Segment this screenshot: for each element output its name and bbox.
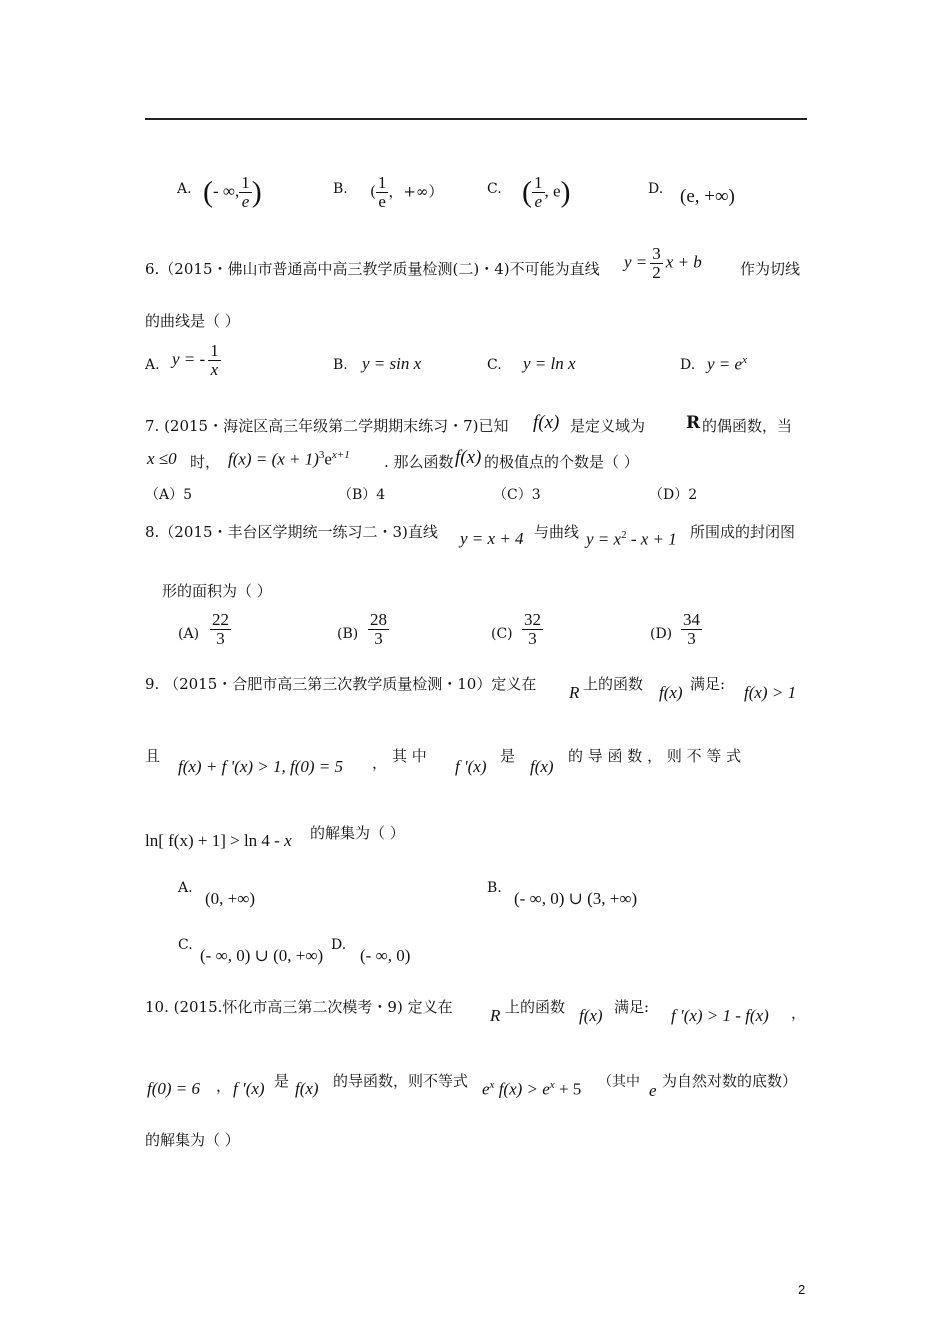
num: 28: [370, 610, 387, 629]
text: f(x): [455, 447, 482, 468]
num: 32: [524, 610, 541, 629]
text: f(x) > e: [494, 1079, 550, 1099]
text: f(x) > 1: [744, 683, 797, 702]
sup: x: [489, 1079, 495, 1091]
den: 3: [687, 628, 696, 648]
text: f(x): [295, 1079, 319, 1098]
q7-R: R: [686, 413, 701, 433]
text: f(x): [579, 1006, 603, 1025]
q5-option-d: (e, +∞): [680, 186, 735, 207]
q9-cond1: [744, 683, 796, 703]
q7-equation: [228, 449, 350, 470]
text: y = -: [172, 349, 206, 369]
sup: x: [549, 1079, 555, 1091]
text: x: [284, 831, 292, 850]
paren: (: [203, 175, 213, 209]
q9-qizhong: 其 中: [392, 747, 427, 765]
q6-line2: 的曲线是（ ）: [145, 312, 240, 330]
sup: 2: [621, 529, 627, 541]
q9-option-d: (- ∞, 0): [360, 946, 411, 965]
q9-dhs: 的 导 函 数 ， 则 不 等 式: [568, 747, 742, 765]
q6-option-d-label: D.: [680, 357, 696, 373]
q9-cond2: [178, 757, 343, 777]
header-rule: [145, 118, 807, 120]
q10-fx: [579, 1006, 603, 1026]
q5-option-b-label: B.: [333, 181, 348, 197]
q9-R: [569, 683, 579, 703]
q6-option-a-label: A.: [145, 357, 160, 373]
text: x + b: [665, 252, 702, 272]
q9-stem: 9. （2015・合肥市高三第三次教学质量检测・10）定义在: [145, 675, 537, 693]
q5-option-c-label: C.: [487, 181, 502, 197]
q10-ineq: [482, 1079, 581, 1100]
q9-mid: 上的函数: [583, 675, 644, 693]
q9-option-a-label: A.: [178, 880, 193, 896]
q10-cond: [671, 1006, 769, 1026]
num: 1: [241, 173, 250, 192]
q7-mid: 是定义域为: [570, 417, 646, 435]
text: f(x) = (x + 1): [228, 449, 319, 469]
text: f(x): [659, 683, 683, 702]
sup: x: [742, 354, 747, 366]
q7-tail2: 的极值点的个数是（ ）: [484, 453, 639, 471]
q9-option-c-label: C.: [178, 937, 193, 953]
q10-fp: [233, 1079, 265, 1099]
q10-mid: 上的函数: [505, 998, 566, 1016]
q8-option-a: [210, 611, 231, 648]
q7-option-d: （D）2: [649, 487, 698, 503]
q9-option-c: (- ∞, 0) ∪ (0, +∞): [200, 946, 324, 965]
q8-option-b: [368, 611, 389, 648]
q7-option-c: （C）3: [493, 487, 541, 503]
q7-option-a: （A）5: [145, 487, 193, 503]
sup: 3: [318, 449, 325, 461]
q8-stem: 8.（2015・丰台区学期统一练习二・3)直线: [145, 523, 438, 541]
q6-option-d: [707, 354, 747, 375]
q7-fx2: [455, 447, 481, 469]
q9-fx2: [530, 757, 554, 777]
q9-tail: 的解集为（ ）: [310, 824, 405, 842]
paren: ): [560, 175, 571, 209]
q6-stem: 6.（2015・佛山市普通高中高三教学质量检测(二)・4)不可能为直线: [145, 260, 600, 278]
q5-option-d-label: D.: [648, 181, 664, 197]
den: e: [534, 191, 543, 211]
q9-fpx: [455, 757, 486, 777]
q8-option-b-label: (B): [337, 626, 359, 642]
text: f ′(x) > 1 - f(x): [671, 1006, 769, 1025]
num: 1: [210, 341, 219, 360]
q9-comma: ，: [372, 754, 388, 772]
q9-ineq: [145, 831, 292, 851]
text: e: [482, 1079, 490, 1099]
den: 3: [216, 628, 225, 648]
den: e: [241, 191, 250, 211]
q8-option-a-label: (A): [178, 626, 200, 642]
q8-line: [460, 529, 524, 549]
text: - x + 1: [626, 529, 677, 549]
q9-option-b-label: B.: [487, 880, 502, 896]
text: x ≤0: [147, 449, 177, 468]
q8-option-c-label: (C): [491, 626, 513, 642]
q10-comma2: ，: [216, 1077, 232, 1095]
q6-option-b-label: B.: [333, 357, 348, 373]
text: f ′(x): [233, 1079, 265, 1098]
den: x: [210, 359, 219, 379]
text: e: [649, 1081, 657, 1100]
q9-shi: 是: [500, 747, 516, 765]
page-number: 2: [798, 1282, 806, 1297]
q9-sat: 满足:: [690, 675, 726, 693]
q7-shi: 时，: [190, 453, 221, 471]
den: e: [378, 191, 386, 211]
text: , e: [544, 181, 561, 201]
q10-stem: 10. (2015.怀化市高三第二次模考・9) 定义在: [145, 998, 453, 1016]
q9-option-d-label: D.: [331, 937, 347, 953]
text: e: [324, 449, 332, 469]
q8-option-d-label: (D): [650, 626, 673, 642]
text: f(0) = 6: [147, 1079, 201, 1098]
q10-R: [490, 1006, 500, 1026]
q10-dhs: 的导函数，则不等式: [333, 1072, 469, 1090]
text: f(x): [533, 412, 560, 433]
text: y = ln x: [523, 354, 576, 373]
q9-option-b: (- ∞, 0) ∪ (3, +∞): [514, 889, 638, 908]
q5-option-c: [522, 174, 571, 211]
text: y = x + 4: [460, 529, 524, 548]
text: f '(x): [455, 757, 487, 776]
num: 3: [652, 244, 661, 263]
q6-tail: 作为切线: [740, 260, 801, 278]
text: y = e: [707, 354, 743, 374]
q10-tail: 为自然对数的底数）: [662, 1072, 798, 1090]
q10-f0: [147, 1079, 200, 1099]
q8-line2: 形的面积为（ ）: [162, 582, 272, 600]
den: 2: [652, 262, 661, 282]
q6-option-b: [362, 354, 421, 374]
q7-tail: 的偶函数，当: [702, 417, 793, 435]
text: R: [490, 1006, 501, 1025]
q7-stem: 7. (2015・海淀区高三年级第二学期期末练习・7)已知: [145, 417, 509, 435]
q8-option-c: [522, 611, 543, 648]
text: f(x): [530, 757, 554, 776]
q7-option-b: （B）4: [338, 487, 386, 503]
q10-fx2: [295, 1079, 319, 1099]
q10-e: [649, 1081, 657, 1101]
q10-line3: 的解集为（ ）: [145, 1131, 240, 1149]
text: y =: [624, 252, 648, 272]
q5-option-a-label: A.: [177, 181, 192, 197]
den: 3: [528, 628, 537, 648]
q5-option-b: [370, 174, 443, 211]
q6-option-c-label: C.: [487, 357, 502, 373]
num: 1: [377, 173, 387, 192]
q10-shi: 是: [274, 1072, 290, 1090]
text: ，+∞）: [388, 182, 444, 201]
q10-sat: 满足:: [614, 998, 650, 1016]
q9-qie: 且: [145, 747, 161, 765]
q6-equation: [624, 245, 702, 282]
q5-option-a: [203, 174, 262, 211]
num: 34: [683, 610, 700, 629]
q7-rest: . 那么函数: [384, 453, 454, 471]
q6-option-a: [172, 342, 221, 379]
q10-comma: ，: [791, 1004, 807, 1022]
paren: ): [251, 175, 262, 209]
text: y = x: [586, 529, 622, 549]
num: 1: [534, 173, 543, 192]
q7-fx: [533, 412, 559, 434]
den: 3: [374, 628, 383, 648]
text: y = sin x: [362, 354, 422, 373]
q8-tail: 所围成的封闭图: [690, 523, 796, 541]
text: f(x) + f '(x) > 1, f(0) = 5: [178, 757, 344, 776]
text: R: [569, 683, 580, 702]
text: + 5: [554, 1079, 582, 1099]
num: 22: [212, 610, 229, 629]
q8-option-d: [681, 611, 702, 648]
q8-and: 与曲线: [534, 523, 580, 541]
q8-curve: [586, 529, 677, 550]
q9-option-a: (0, +∞): [205, 889, 256, 908]
text: ln[ f(x) + 1] > ln 4 -: [145, 831, 280, 850]
q9-fx: [659, 683, 683, 703]
text: - ∞,: [213, 181, 240, 201]
q6-option-c: [523, 354, 576, 374]
q10-paren: （其中: [598, 1074, 640, 1090]
q7-cond: [147, 449, 177, 469]
paren: (: [522, 175, 532, 209]
sup: x+1: [331, 449, 350, 461]
text: (: [370, 182, 376, 201]
